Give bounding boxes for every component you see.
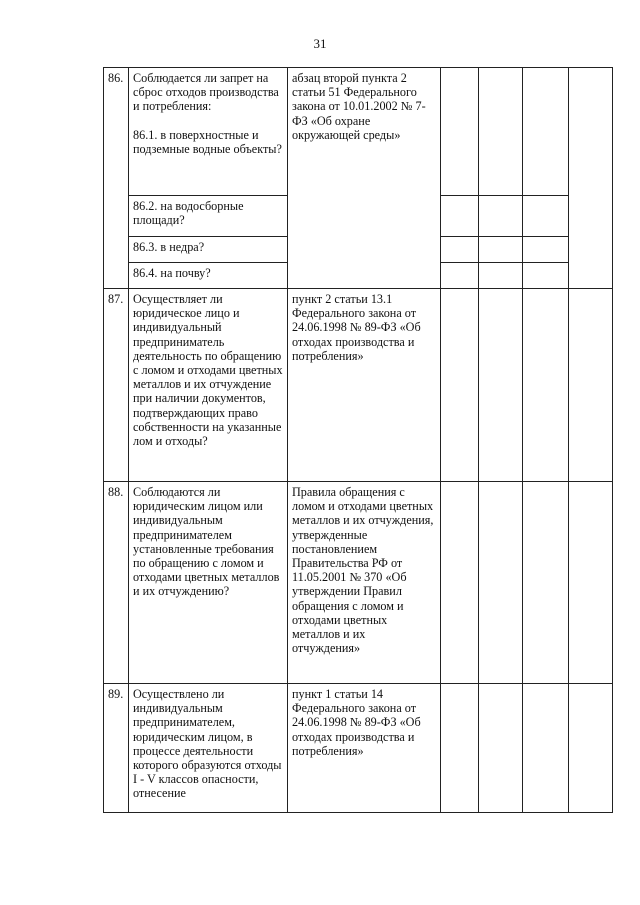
reference-cell: пункт 1 статьи 14 Федерального закона от 24.06.1998 № 89-ФЗ «Об отходах производства и потребления» — [288, 684, 441, 813]
reference-cell: абзац второй пункта 2 статьи 51 Федерального закона от 10.01.2002 № 7-ФЗ «Об охране окружающей среды» — [288, 68, 441, 289]
checklist-table — [103, 67, 613, 813]
sub-question: 86.3. в недра? — [129, 237, 288, 263]
table-row — [104, 289, 613, 482]
row-number: 87. — [104, 289, 129, 482]
table-row — [104, 684, 613, 813]
answer-cell[interactable] — [441, 289, 479, 482]
page-number: 31 — [313, 36, 327, 51]
reference-cell: пункт 2 статьи 13.1 Федерального закона от 24.06.1998 № 89-ФЗ «Об отходах производства и потребления» — [288, 289, 441, 482]
answer-cell[interactable] — [441, 237, 479, 263]
question-cell: Осуществляет ли юридическое лицо и индивидуальный предприниматель деятельность по обращению с ломом и отходами цветных металлов и их отчуждение при наличии документов, подтверждающих право собственности на указанные лом и отходы? — [129, 289, 288, 482]
row-number: 89. — [104, 684, 129, 813]
reference-cell: Правила обращения с ломом и отходами цветных металлов и их отчуждения, утвержденные постановлением Правительства РФ от 11.05.2001 № 370 «Об утверждении Правил обращения с ломом и отходами цветных металлов и их отчуждения» — [288, 482, 441, 684]
table-row — [104, 68, 613, 196]
sub-question: 86.4. на почву? — [129, 263, 288, 289]
answer-cell[interactable] — [441, 263, 479, 289]
question-intro: Соблюдается ли запрет на сброс отходов производства и потребления: — [133, 71, 279, 114]
answer-cell[interactable] — [523, 68, 569, 196]
answer-cell[interactable] — [479, 684, 523, 813]
question-cell — [129, 68, 288, 196]
answer-cell[interactable] — [479, 289, 523, 482]
answer-cell[interactable] — [523, 237, 569, 263]
answer-cell[interactable] — [569, 684, 613, 813]
answer-cell[interactable] — [479, 263, 523, 289]
answer-cell[interactable] — [569, 289, 613, 482]
sub-question: 86.1. в поверхностные и подземные водные объекты? — [133, 127, 282, 156]
row-number: 88. — [104, 482, 129, 684]
answer-cell[interactable] — [479, 237, 523, 263]
table-row — [104, 482, 613, 684]
answer-cell[interactable] — [441, 684, 479, 813]
answer-cell[interactable] — [523, 289, 569, 482]
answer-cell[interactable] — [441, 482, 479, 684]
question-cell: Соблюдаются ли юридическим лицом или индивидуальным предпринимателем установленные требования по обращению с ломом и отходами цветных металлов и их отчуждению? — [129, 482, 288, 684]
answer-cell[interactable] — [523, 196, 569, 237]
answer-cell[interactable] — [523, 684, 569, 813]
answer-cell[interactable] — [441, 196, 479, 237]
question-cell: Осуществлено ли индивидуальным предпринимателем, юридическим лицом, в процессе деятельности которого образуются отходы I - V классов опасности, отнесение — [129, 684, 288, 813]
answer-cell[interactable] — [441, 68, 479, 196]
row-number: 86. — [104, 68, 129, 289]
sub-question: 86.2. на водосборные площади? — [129, 196, 288, 237]
answer-cell[interactable] — [479, 482, 523, 684]
answer-cell[interactable] — [569, 482, 613, 684]
answer-cell[interactable] — [569, 68, 613, 289]
answer-cell[interactable] — [479, 68, 523, 196]
answer-cell[interactable] — [479, 196, 523, 237]
answer-cell[interactable] — [523, 482, 569, 684]
answer-cell[interactable] — [523, 263, 569, 289]
